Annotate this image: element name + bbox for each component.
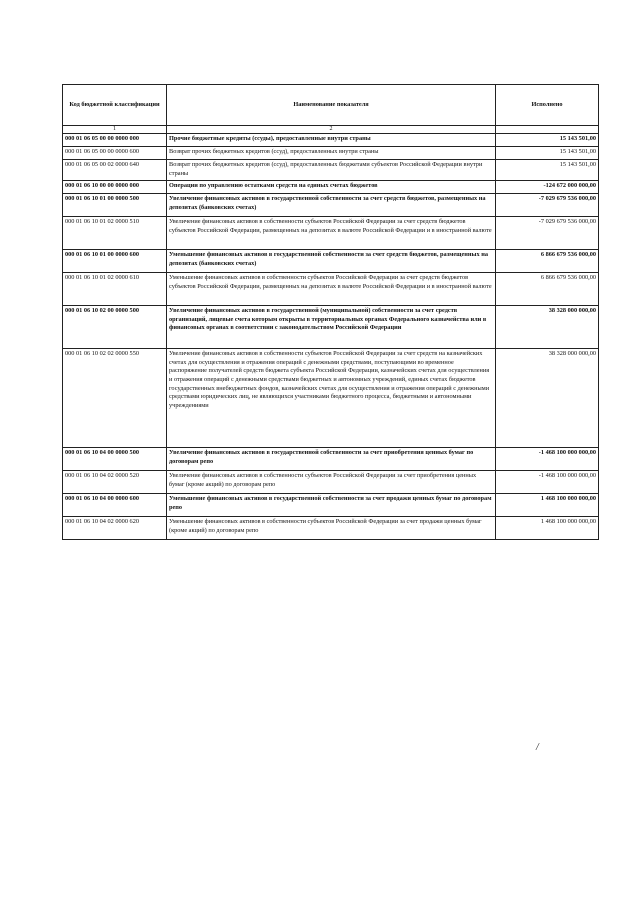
row-value: 38 328 000 000,00 [496, 306, 599, 349]
row-code: 000 01 06 10 04 02 0000 620 [63, 517, 167, 540]
row-name: Увеличение финансовых активов в государственной (муниципальной) собственности за счет средств организаций, лицевые счета которым открыты в территориальных органах Федерального казначейства или в финансовых органах в соответствии с законодательством Российской Федерации [167, 306, 496, 349]
row-value: 1 468 100 000 000,00 [496, 517, 599, 540]
header-code: Код бюджетной классификации [63, 85, 167, 126]
table-row [63, 517, 599, 540]
table-header-row [63, 85, 599, 126]
table-row [63, 217, 599, 250]
table-row [63, 250, 599, 273]
row-name: Увеличение финансовых активов в государственной собственности за счет средств бюджетов, размещенных на депозитах (банковских счетах) [167, 194, 496, 217]
row-value: -1 468 100 000 000,00 [496, 448, 599, 471]
row-name: Возврат прочих бюджетных кредитов (ссуд), предоставленных бюджетами субъектов Российской Федерации внутри страны [167, 160, 496, 181]
table-row [63, 147, 599, 160]
row-value: 6 866 679 536 000,00 [496, 250, 599, 273]
table-row [63, 160, 599, 181]
column-number-2: 2 [167, 126, 496, 134]
table-row [63, 194, 599, 217]
row-value: 15 143 501,00 [496, 147, 599, 160]
row-name: Уменьшение финансовых активов в собственности субъектов Российской Федерации за счет средств бюджетов субъектов Российской Федерации, размещенных на депозитах в валюте Российской Федерации и в иностранной валюте [167, 273, 496, 306]
row-code: 000 01 06 10 01 00 0000 500 [63, 194, 167, 217]
row-code: 000 01 06 10 01 02 0000 610 [63, 273, 167, 306]
row-code: 000 01 06 10 04 00 0000 500 [63, 448, 167, 471]
table-row [63, 349, 599, 448]
row-value: 38 328 000 000,00 [496, 349, 599, 448]
table-row [63, 273, 599, 306]
row-code: 000 01 06 10 01 00 0000 600 [63, 250, 167, 273]
row-name: Увеличение финансовых активов в собственности субъектов Российской Федерации за счет приобретения ценных бумаг (кроме акций) по договорам репо [167, 471, 496, 494]
row-value: 6 866 679 536 000,00 [496, 273, 599, 306]
column-number-3 [496, 126, 599, 134]
budget-table [62, 84, 599, 540]
row-code: 000 01 06 05 00 00 0000 000 [63, 134, 167, 147]
table-row [63, 306, 599, 349]
row-code: 000 01 06 05 00 02 0000 640 [63, 160, 167, 181]
row-code: 000 01 06 05 00 00 0000 600 [63, 147, 167, 160]
row-code: 000 01 06 10 02 02 0000 550 [63, 349, 167, 448]
table-row [63, 448, 599, 471]
row-name: Уменьшение финансовых активов в государственной собственности за счет продажи ценных бумаг по договорам репо [167, 494, 496, 517]
row-name: Уменьшение финансовых активов в собственности субъектов Российской Федерации за счет продажи ценных бумаг (кроме акций) по договорам репо [167, 517, 496, 540]
column-number-row [63, 126, 599, 134]
table-row [63, 494, 599, 517]
row-name: Увеличение финансовых активов в государственной собственности за счет приобретения ценных бумаг по договорам репо [167, 448, 496, 471]
header-name: Наименование показателя [167, 85, 496, 126]
row-value: -7 029 679 536 000,00 [496, 194, 599, 217]
row-code: 000 01 06 10 04 00 0000 600 [63, 494, 167, 517]
row-name: Увеличение финансовых активов в собственности субъектов Российской Федерации за счет средств бюджетов субъектов Российской Федерации, размещенных на депозитах в валюте Российской Федерации и в иностранной валюте [167, 217, 496, 250]
row-name: Прочие бюджетные кредиты (ссуды), предоставленные внутри страны [167, 134, 496, 147]
row-code: 000 01 06 10 02 00 0000 500 [63, 306, 167, 349]
row-name: Увеличение финансовых активов в собственности субъектов Российской Федерации за счет средств на казначейских счетах для осуществления и отражения операций с денежными средствами, поступающими во временное распоряжение получателей средств бюджета субъекта Российской Федерации, казначейских счетах для осуществления и отражения операций с денежными средствами бюджетных и автономных учреждений, единых счетах бюджетов государственных внебюджетных фондов, казначейских счетах для осуществления и отражения операций с денежными средствами юридических лиц, не являющихся участниками бюджетного процесса, бюджетными и автономными учреждениями [167, 349, 496, 448]
row-value: -7 029 679 536 000,00 [496, 217, 599, 250]
table-row [63, 181, 599, 194]
row-code: 000 01 06 10 00 00 0000 000 [63, 181, 167, 194]
table-row [63, 134, 599, 147]
row-value: 1 468 100 000 000,00 [496, 494, 599, 517]
header-executed: Исполнено [496, 85, 599, 126]
row-value: 15 143 501,00 [496, 134, 599, 147]
row-name: Возврат прочих бюджетных кредитов (ссуд), предоставленных внутри страны [167, 147, 496, 160]
table-row [63, 471, 599, 494]
row-code: 000 01 06 10 04 02 0000 520 [63, 471, 167, 494]
stray-mark: / [536, 742, 539, 753]
row-value: -1 468 100 000 000,00 [496, 471, 599, 494]
row-value: 15 143 501,00 [496, 160, 599, 181]
row-name: Операции по управлению остатками средств на единых счетах бюджетов [167, 181, 496, 194]
column-number-1: 1 [63, 126, 167, 134]
row-name: Уменьшение финансовых активов в государственной собственности за счет средств бюджетов, размещенных на депозитах (банковских счетах) [167, 250, 496, 273]
row-value: -124 672 000 000,00 [496, 181, 599, 194]
row-code: 000 01 06 10 01 02 0000 510 [63, 217, 167, 250]
